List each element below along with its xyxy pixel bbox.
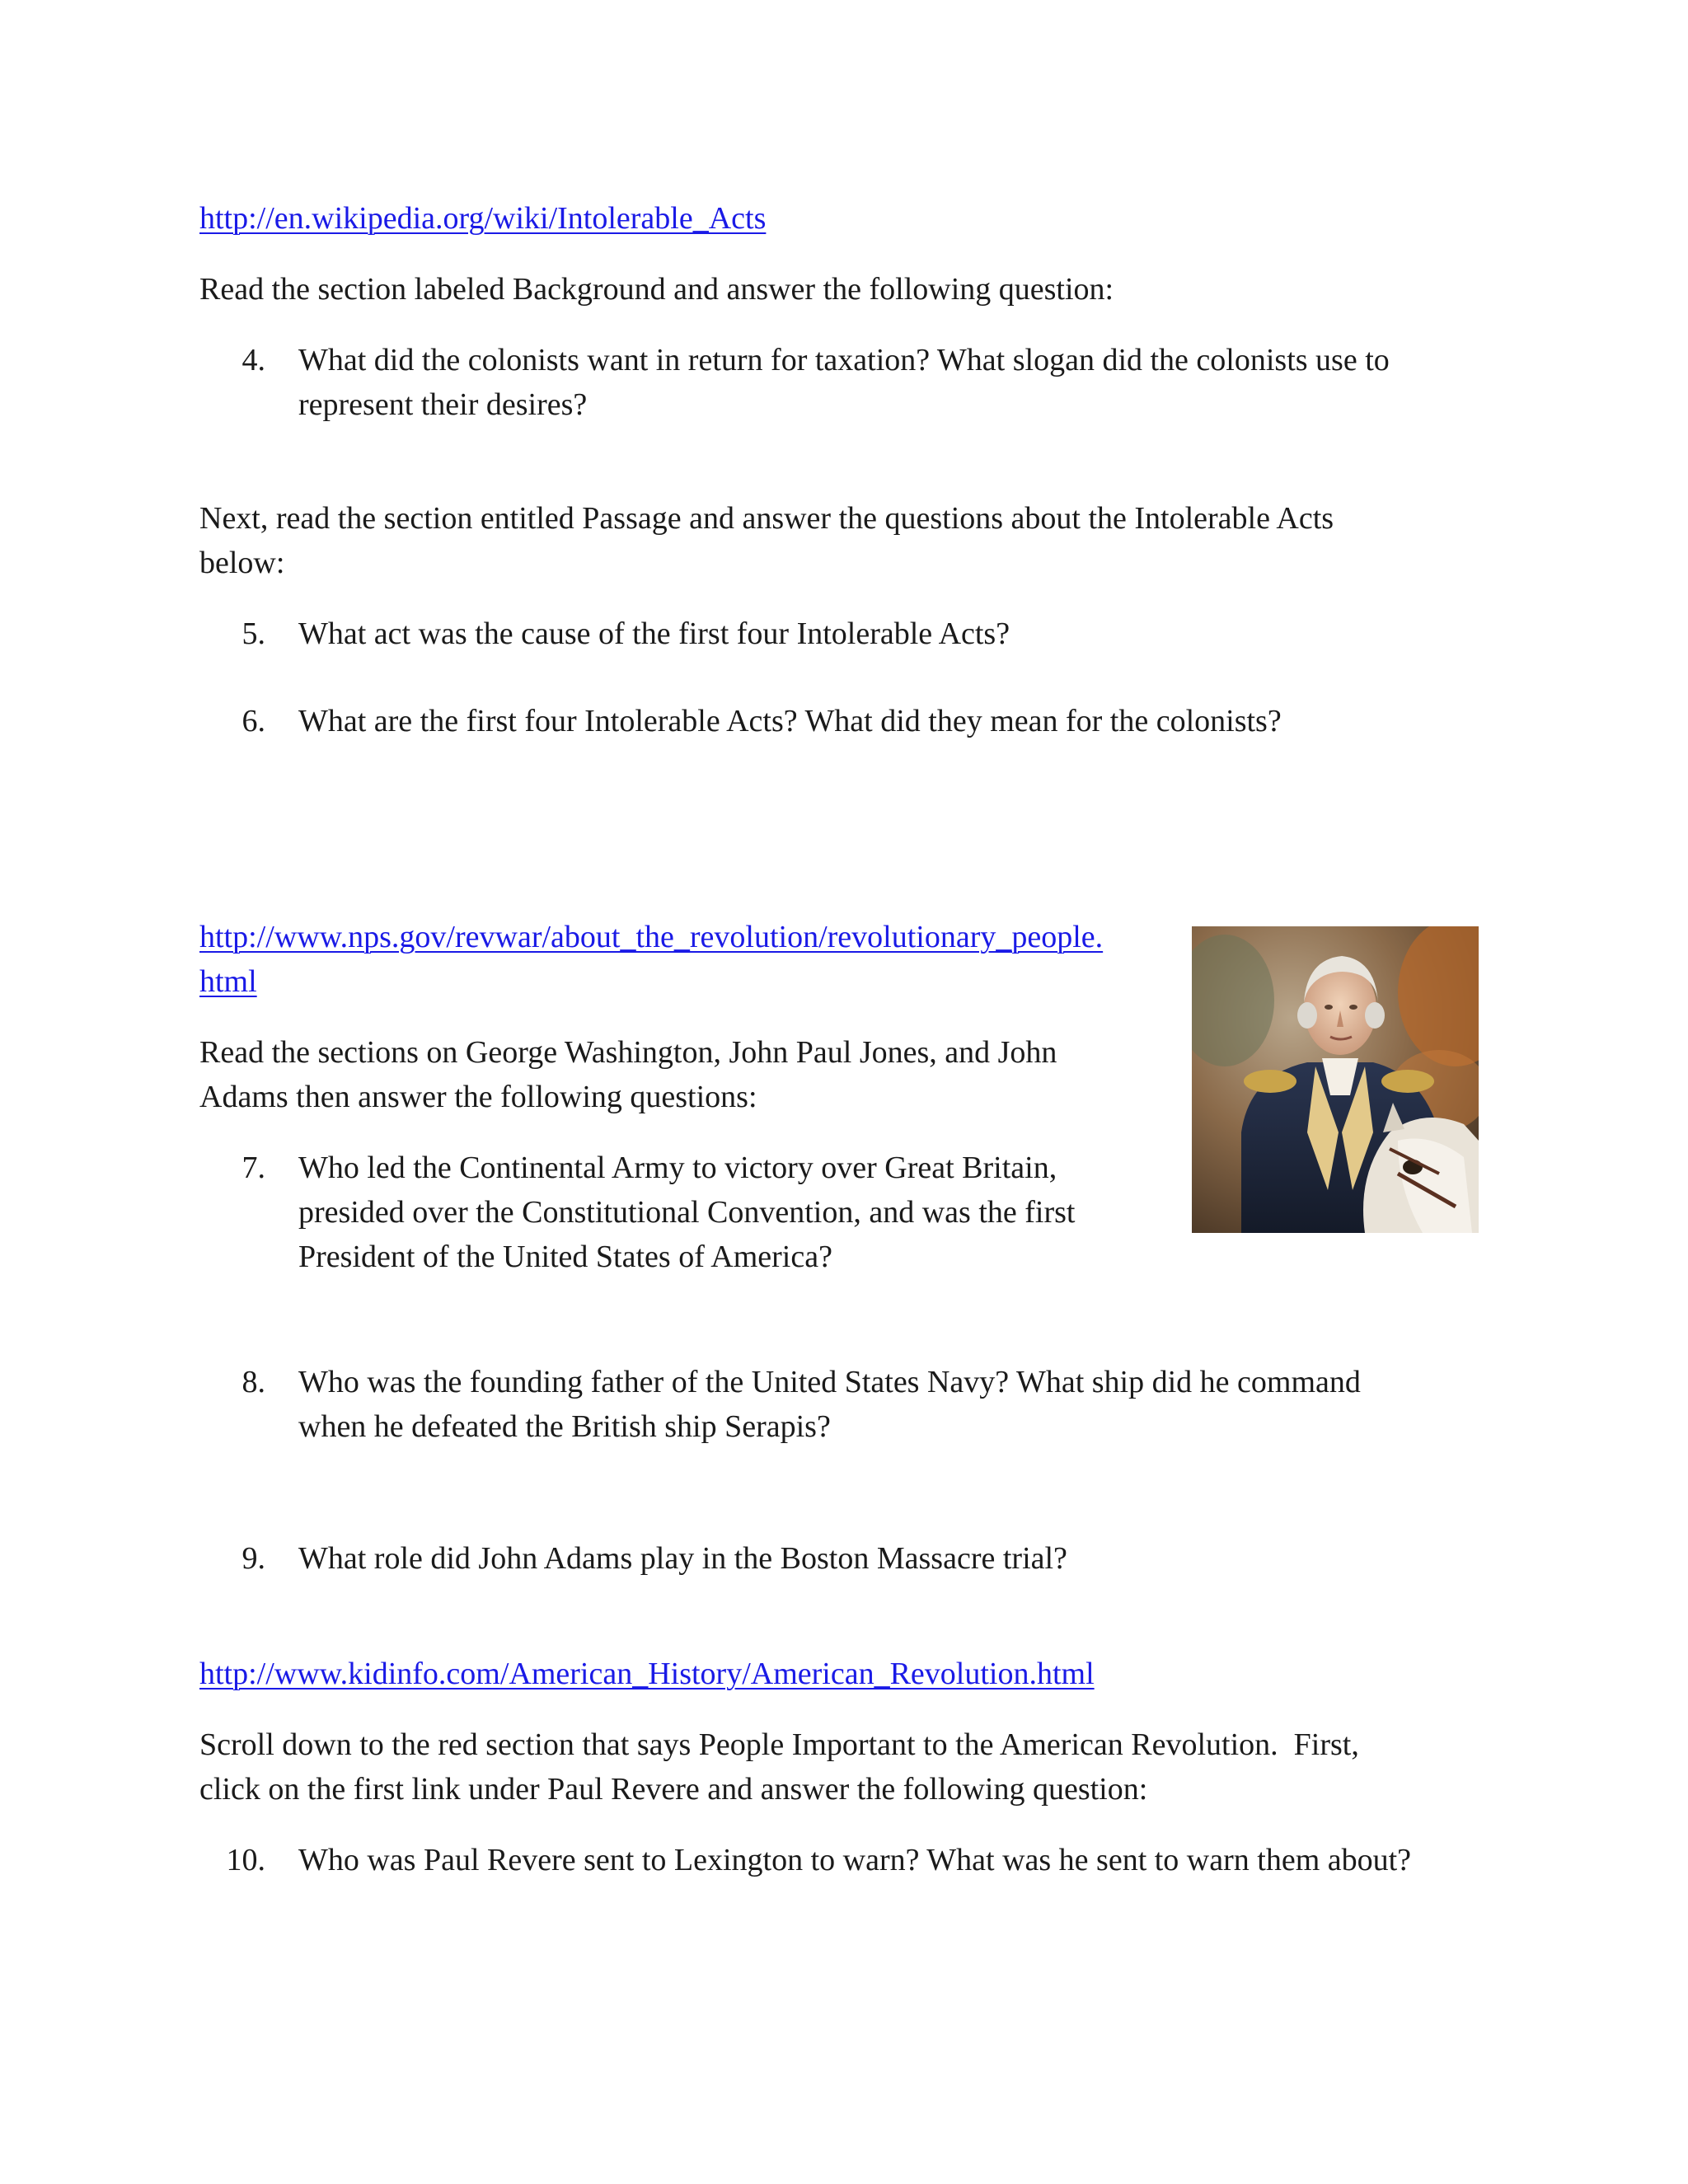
background-instruction: Read the section labeled Background and answer the following question: [199,272,1114,307]
kidinfo-link[interactable]: http://www.kidinfo.com/American_History/American_Revolution.html [199,1657,1095,1691]
people-instruction-line: Adams then answer the following questions: [199,1080,757,1114]
question-10 [216,1838,1535,1884]
nps-link-line [199,959,257,1004]
question-text-line: Who led the Continental Army to victory over Great Britain, [298,1151,1057,1185]
kidinfo-link-line [199,1652,1095,1696]
people-instruction-line: Read the sections on George Washington, John Paul Jones, and John [199,1035,1057,1070]
question-text-line: President of the United States of America? [298,1240,832,1274]
question-text-line: Who was the founding father of the United States Navy? What ship did he command [298,1365,1361,1399]
question-4 [216,338,1502,429]
question-7 [216,1146,1172,1281]
nps-link-continued[interactable]: html [199,964,257,999]
question-text-line: What are the first four Intolerable Acts? What did they mean for the colonists? [298,704,1282,738]
question-text-line: represent their desires? [298,387,588,422]
question-number: 9. [241,1541,265,1576]
wikipedia-link[interactable]: http://en.wikipedia.org/wiki/Intolerable_Acts [199,201,767,236]
question-text-line: Who was Paul Revere sent to Lexington to warn? What was he sent to warn them about? [298,1843,1412,1877]
question-text-line: What act was the cause of the first four Intolerable Acts? [298,616,1010,651]
nps-link[interactable]: http://www.nps.gov/revwar/about_the_revolution/revolutionary_people. [199,920,1104,954]
question-9 [216,1536,1502,1582]
question-number: 8. [241,1365,265,1399]
question-8 [216,1360,1502,1451]
question-text-line: What did the colonists want in return for taxation? What slogan did the colonists use to [298,343,1390,377]
kidinfo-instruction-line: Scroll down to the red section that says People Important to the American Revolution. First, [199,1727,1359,1762]
nps-link-line [199,915,1103,959]
question-number: 10. [226,1843,265,1877]
kidinfo-instruction-line: click on the first link under Paul Revere and answer the following question: [199,1772,1148,1807]
question-6 [216,699,1502,745]
question-5 [216,612,1502,658]
question-number: 6. [241,704,265,738]
question-text-line: presided over the Constitutional Convention, and was the first [298,1195,1076,1230]
passage-instruction-line: Next, read the section entitled Passage and answer the questions about the Intolerable Acts [199,501,1334,536]
question-text-line: What role did John Adams play in the Boston Massacre trial? [298,1541,1067,1576]
george-washington-portrait [1192,926,1479,1233]
question-number: 7. [241,1151,265,1185]
portrait-illustration [1192,926,1479,1233]
passage-instruction-line: below: [199,546,285,580]
wikipedia-link-line [199,196,766,241]
question-text-line: when he defeated the British ship Serapis? [298,1409,831,1444]
question-number: 5. [241,616,265,651]
question-number: 4. [241,343,265,377]
